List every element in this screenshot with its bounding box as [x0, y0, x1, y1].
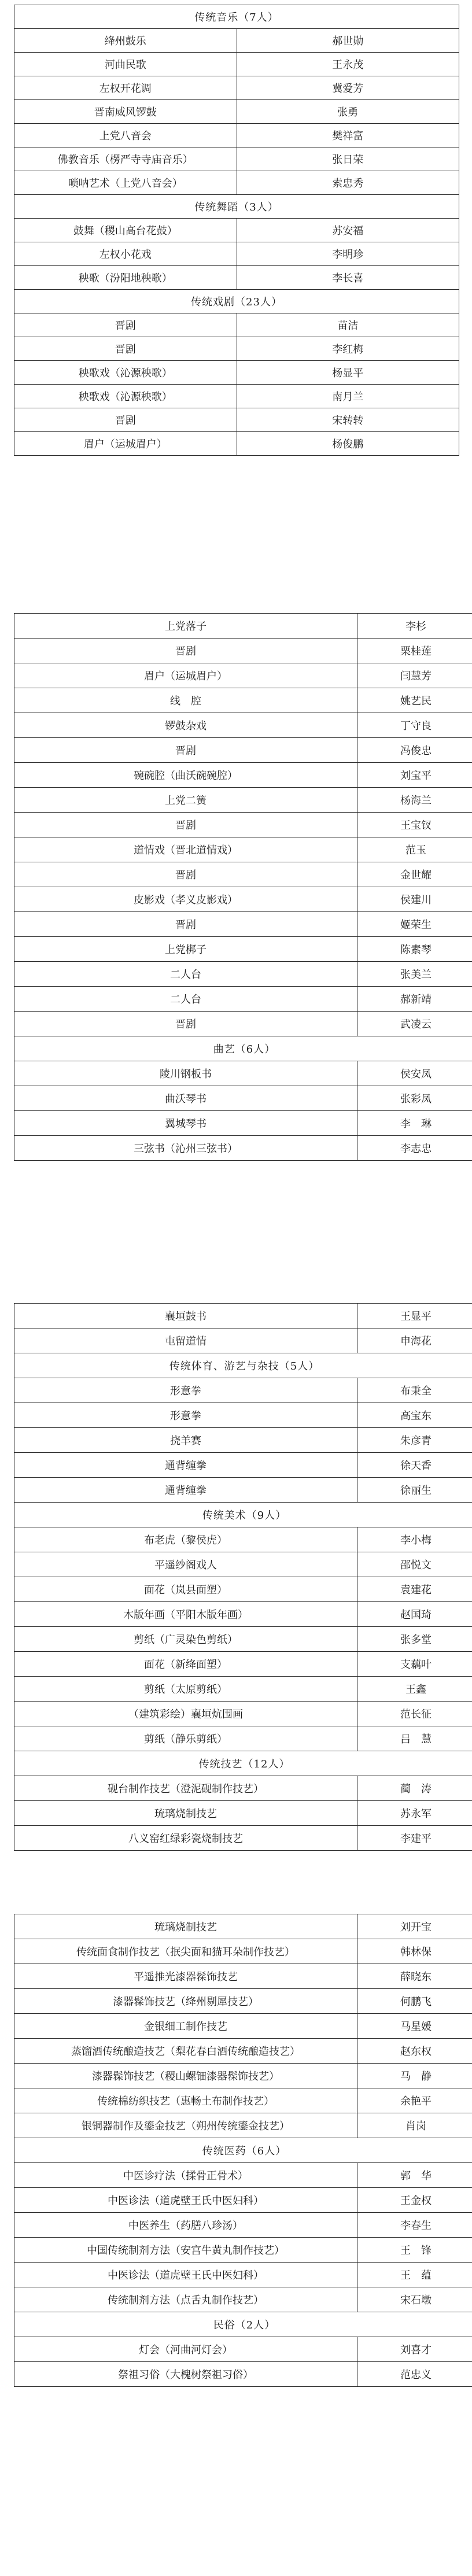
inheritor-name-cell: 徐天香 [357, 1453, 472, 1478]
table-row [14, 738, 472, 763]
project-name-cell: 琉璃烧制技艺 [14, 1914, 357, 1939]
project-name-cell: 祭祖习俗（大槐树祭祖习俗） [14, 2362, 357, 2387]
project-name-cell: 襄垣鼓书 [14, 1304, 357, 1328]
table-row [14, 937, 472, 962]
table-row [14, 987, 472, 1012]
table-body [14, 5, 459, 456]
table-row [14, 1328, 472, 1353]
inheritor-name-cell: 李红梅 [237, 337, 459, 361]
inheritor-name-cell: 申海花 [357, 1328, 472, 1353]
project-name-cell: 中医诊法（道虎壁王氏中医妇科） [14, 2188, 357, 2213]
category-title: 传统美术（9人） [14, 1503, 472, 1527]
inheritor-name-cell: 范玉 [357, 837, 472, 862]
inheritor-name-cell: 王显平 [357, 1304, 472, 1328]
inheritor-name-cell: 刘宝平 [357, 763, 472, 788]
project-name-cell: 左权小花戏 [14, 242, 237, 266]
project-name-cell: 砚台制作技艺（澄泥砚制作技艺） [14, 1776, 357, 1801]
table-row [14, 2039, 472, 2064]
table-row [14, 1527, 472, 1552]
project-name-cell: 陵川钢板书 [14, 1061, 357, 1086]
project-name-cell: （建筑彩绘）襄垣炕围画 [14, 1702, 357, 1726]
inheritor-name-cell: 冀爱芳 [237, 76, 459, 100]
inheritor-name-cell: 韩林保 [357, 1939, 472, 1964]
project-name-cell: 唢呐艺术（上党八音会） [14, 171, 237, 195]
inheritor-name-cell: 马星媛 [357, 2014, 472, 2039]
project-name-cell: 银铜器制作及鎏金技艺（朔州传统鎏金技艺） [14, 2113, 357, 2138]
project-name-cell: 剪纸（广灵染色剪纸） [14, 1627, 357, 1652]
inheritor-name-cell: 薛晓东 [357, 1964, 472, 1989]
table-row [14, 76, 459, 100]
table-row [14, 1304, 472, 1328]
inheritor-name-cell: 金世耀 [357, 862, 472, 887]
inheritor-name-cell: 刘喜才 [357, 2337, 472, 2362]
table-row [14, 2113, 472, 2138]
table-row [14, 1403, 472, 1428]
project-name-cell: 传统制剂方法（点舌丸制作技艺） [14, 2287, 357, 2312]
table-row [14, 614, 472, 639]
inheritor-name-cell: 李 琳 [357, 1111, 472, 1136]
project-name-cell: 秧歌（汾阳地秧歌） [14, 266, 237, 290]
page-section-2 [14, 613, 459, 1161]
table-row [14, 266, 459, 290]
table-row [14, 763, 472, 788]
category-title: 传统舞蹈（3人） [14, 195, 459, 219]
table-row [14, 2263, 472, 2287]
project-name-cell: 八义窑红绿彩瓷烧制技艺 [14, 1826, 357, 1851]
heritage-table [14, 613, 472, 1161]
inheritor-name-cell: 宋石墩 [357, 2287, 472, 2312]
inheritor-name-cell: 丁守良 [357, 713, 472, 738]
inheritor-name-cell: 朱彦青 [357, 1428, 472, 1453]
project-name-cell: 剪纸（太原剪纸） [14, 1677, 357, 1702]
inheritor-name-cell: 苏永军 [357, 1801, 472, 1826]
category-header-row [14, 290, 459, 313]
category-title: 传统音乐（7人） [14, 5, 459, 29]
project-name-cell: 晋剧 [14, 408, 237, 432]
project-name-cell: 木版年画（平阳木版年画） [14, 1602, 357, 1627]
inheritor-name-cell: 郝世勋 [237, 29, 459, 53]
inheritor-name-cell: 侯建川 [357, 887, 472, 912]
table-row [14, 1776, 472, 1801]
inheritor-name-cell: 刘开宝 [357, 1914, 472, 1939]
table-row [14, 1801, 472, 1826]
project-name-cell: 平遥推光漆器髹饰技艺 [14, 1964, 357, 1989]
category-title: 传统戏剧（23人） [14, 290, 459, 313]
project-name-cell: 蒸馏酒传统酿造技艺（梨花春白酒传统酿造技艺） [14, 2039, 357, 2064]
inheritor-name-cell: 李建平 [357, 1826, 472, 1851]
table-row [14, 2362, 472, 2387]
inheritor-name-cell: 杨俊鹏 [237, 432, 459, 456]
category-header-row [14, 1353, 472, 1378]
project-name-cell: 左权开花调 [14, 76, 237, 100]
table-row [14, 837, 472, 862]
project-name-cell: 中国传统制剂方法（安宫牛黄丸制作技艺） [14, 2238, 357, 2263]
inheritor-name-cell: 张日荣 [237, 147, 459, 171]
table-row [14, 1478, 472, 1503]
table-row [14, 2064, 472, 2088]
page-section-1 [14, 5, 459, 456]
table-row [14, 2337, 472, 2362]
inheritor-name-cell: 李志忠 [357, 1136, 472, 1161]
project-name-cell: 晋剧 [14, 738, 357, 763]
table-row [14, 713, 472, 738]
project-name-cell: 剪纸（静乐剪纸） [14, 1726, 357, 1751]
table-row [14, 862, 472, 887]
table-row [14, 2088, 472, 2113]
project-name-cell: 晋剧 [14, 313, 237, 337]
project-name-cell: 眉户（运城眉户） [14, 432, 237, 456]
project-name-cell: 上党八音会 [14, 124, 237, 147]
table-row [14, 813, 472, 837]
page-section-3 [14, 1303, 459, 1851]
inheritor-name-cell: 郝新靖 [357, 987, 472, 1012]
inheritor-name-cell: 范忠义 [357, 2362, 472, 2387]
table-row [14, 2188, 472, 2213]
table-row [14, 1702, 472, 1726]
inheritor-name-cell: 张勇 [237, 100, 459, 124]
project-name-cell: 绛州鼓乐 [14, 29, 237, 53]
table-row [14, 29, 459, 53]
project-name-cell: 中医养生（药膳八珍汤） [14, 2213, 357, 2238]
project-name-cell: 道情戏（晋北道情戏） [14, 837, 357, 862]
table-row [14, 1086, 472, 1111]
table-row [14, 2163, 472, 2188]
inheritor-name-cell: 王 蕴 [357, 2263, 472, 2287]
category-header-row [14, 2138, 472, 2163]
category-title: 传统体育、游艺与杂技（5人） [14, 1353, 472, 1378]
category-title: 传统技艺（12人） [14, 1751, 472, 1776]
table-row [14, 100, 459, 124]
category-header-row [14, 195, 459, 219]
inheritor-name-cell: 赵东权 [357, 2039, 472, 2064]
project-name-cell: 晋剧 [14, 912, 357, 937]
table-row [14, 2238, 472, 2263]
project-name-cell: 碗碗腔（曲沃碗碗腔） [14, 763, 357, 788]
table-row [14, 1627, 472, 1652]
inheritor-name-cell: 赵国琦 [357, 1602, 472, 1627]
project-name-cell: 晋剧 [14, 813, 357, 837]
category-header-row [14, 1751, 472, 1776]
project-name-cell: 通背缠拳 [14, 1453, 357, 1478]
project-name-cell: 中医诊疗法（揉骨正骨术） [14, 2163, 357, 2188]
project-name-cell: 皮影戏（孝义皮影戏） [14, 887, 357, 912]
inheritor-name-cell: 何鹏飞 [357, 1989, 472, 2014]
project-name-cell: 晋南威风锣鼓 [14, 100, 237, 124]
project-name-cell: 漆器髹饰技艺（绛州剔犀技艺） [14, 1989, 357, 2014]
project-name-cell: 上党落子 [14, 614, 357, 639]
inheritor-name-cell: 邵悦文 [357, 1552, 472, 1577]
project-name-cell: 晋剧 [14, 337, 237, 361]
inheritor-name-cell: 余艳平 [357, 2088, 472, 2113]
table-row [14, 408, 459, 432]
table-row [14, 1061, 472, 1086]
project-name-cell: 屯留道情 [14, 1328, 357, 1353]
table-row [14, 1552, 472, 1577]
inheritor-name-cell: 苗洁 [237, 313, 459, 337]
table-row [14, 1012, 472, 1036]
inheritor-name-cell: 王 锋 [357, 2238, 472, 2263]
table-row [14, 887, 472, 912]
project-name-cell: 传统棉纺织技艺（惠畅土布制作技艺） [14, 2088, 357, 2113]
inheritor-name-cell: 陈素琴 [357, 937, 472, 962]
inheritor-name-cell: 栗桂莲 [357, 639, 472, 663]
inheritor-name-cell: 马 静 [357, 2064, 472, 2088]
table-row [14, 1726, 472, 1751]
category-title: 民俗（2人） [14, 2312, 472, 2337]
table-row [14, 171, 459, 195]
project-name-cell: 琉璃烧制技艺 [14, 1801, 357, 1826]
inheritor-name-cell: 姚艺民 [357, 688, 472, 713]
table-row [14, 53, 459, 76]
category-header-row [14, 5, 459, 29]
page-section-4 [14, 1914, 459, 2387]
table-row [14, 124, 459, 147]
project-name-cell: 平遥纱阁戏人 [14, 1552, 357, 1577]
project-name-cell: 鼓舞（稷山高台花鼓） [14, 219, 237, 242]
project-name-cell: 布老虎（黎侯虎） [14, 1527, 357, 1552]
inheritor-name-cell: 李春生 [357, 2213, 472, 2238]
inheritor-name-cell: 樊祥富 [237, 124, 459, 147]
heritage-table [14, 5, 459, 456]
category-header-row [14, 2312, 472, 2337]
project-name-cell: 中医诊法（道虎壁王氏中医妇科） [14, 2263, 357, 2287]
project-name-cell: 曲沃琴书 [14, 1086, 357, 1111]
inheritor-name-cell: 张美兰 [357, 962, 472, 987]
inheritor-name-cell: 张多堂 [357, 1627, 472, 1652]
category-header-row [14, 1503, 472, 1527]
project-name-cell: 晋剧 [14, 862, 357, 887]
table-row [14, 1428, 472, 1453]
table-row [14, 1939, 472, 1964]
inheritor-name-cell: 徐丽生 [357, 1478, 472, 1503]
table-row [14, 1914, 472, 1939]
project-name-cell: 翼城琴书 [14, 1111, 357, 1136]
inheritor-name-cell: 武凌云 [357, 1012, 472, 1036]
inheritor-name-cell: 索忠秀 [237, 171, 459, 195]
inheritor-name-cell: 苏安福 [237, 219, 459, 242]
table-row [14, 1136, 472, 1161]
table-row [14, 1378, 472, 1403]
inheritor-name-cell: 高宝东 [357, 1403, 472, 1428]
project-name-cell: 传统面食制作技艺（抿尖面和猫耳朵制作技艺） [14, 1939, 357, 1964]
inheritor-name-cell: 李小梅 [357, 1527, 472, 1552]
inheritor-name-cell: 王金权 [357, 2188, 472, 2213]
project-name-cell: 二人台 [14, 962, 357, 987]
inheritor-name-cell: 李杉 [357, 614, 472, 639]
project-name-cell: 上党二簧 [14, 788, 357, 813]
inheritor-name-cell: 郭 华 [357, 2163, 472, 2188]
table-body [14, 1914, 472, 2387]
inheritor-name-cell: 蔺 涛 [357, 1776, 472, 1801]
category-title: 曲艺（6人） [14, 1036, 472, 1061]
inheritor-name-cell: 支藕叶 [357, 1652, 472, 1677]
table-row [14, 385, 459, 408]
inheritor-name-cell: 杨显平 [237, 361, 459, 385]
heritage-table [14, 1303, 472, 1851]
inheritor-name-cell: 侯安凤 [357, 1061, 472, 1086]
table-row [14, 688, 472, 713]
inheritor-name-cell: 李长喜 [237, 266, 459, 290]
inheritor-name-cell: 王鑫 [357, 1677, 472, 1702]
inheritor-name-cell: 吕 慧 [357, 1726, 472, 1751]
inheritor-name-cell: 袁建花 [357, 1577, 472, 1602]
inheritor-name-cell: 南月兰 [237, 385, 459, 408]
project-name-cell: 晋剧 [14, 1012, 357, 1036]
table-body [14, 614, 472, 1161]
project-name-cell: 面花（新绛面塑） [14, 1652, 357, 1677]
table-row [14, 361, 459, 385]
table-row [14, 962, 472, 987]
project-name-cell: 上党梆子 [14, 937, 357, 962]
inheritor-name-cell: 李明珍 [237, 242, 459, 266]
inheritor-name-cell: 张彩凤 [357, 1086, 472, 1111]
table-row [14, 1453, 472, 1478]
table-row [14, 1577, 472, 1602]
inheritor-name-cell: 宋转转 [237, 408, 459, 432]
inheritor-name-cell: 范长征 [357, 1702, 472, 1726]
table-row [14, 219, 459, 242]
table-row [14, 2287, 472, 2312]
table-row [14, 2213, 472, 2238]
inheritor-name-cell: 王宝钗 [357, 813, 472, 837]
inheritor-name-cell: 王永茂 [237, 53, 459, 76]
project-name-cell: 形意拳 [14, 1403, 357, 1428]
project-name-cell: 秧歌戏（沁源秧歌） [14, 361, 237, 385]
inheritor-name-cell: 布秉全 [357, 1378, 472, 1403]
project-name-cell: 秧歌戏（沁源秧歌） [14, 385, 237, 408]
table-row [14, 1652, 472, 1677]
project-name-cell: 通背缠拳 [14, 1478, 357, 1503]
project-name-cell: 佛教音乐（楞严寺寺庙音乐） [14, 147, 237, 171]
category-header-row [14, 1036, 472, 1061]
table-row [14, 2014, 472, 2039]
table-row [14, 1989, 472, 2014]
table-row [14, 147, 459, 171]
project-name-cell: 挠羊赛 [14, 1428, 357, 1453]
heritage-table [14, 1914, 472, 2387]
project-name-cell: 面花（岚县面塑） [14, 1577, 357, 1602]
project-name-cell: 线 腔 [14, 688, 357, 713]
project-name-cell: 二人台 [14, 987, 357, 1012]
table-row [14, 639, 472, 663]
project-name-cell: 河曲民歌 [14, 53, 237, 76]
table-row [14, 788, 472, 813]
project-name-cell: 三弦书（沁州三弦书） [14, 1136, 357, 1161]
table-row [14, 337, 459, 361]
table-row [14, 912, 472, 937]
table-row [14, 432, 459, 456]
project-name-cell: 晋剧 [14, 639, 357, 663]
project-name-cell: 眉户（运城眉户） [14, 663, 357, 688]
project-name-cell: 金银细工制作技艺 [14, 2014, 357, 2039]
table-row [14, 1111, 472, 1136]
inheritor-name-cell: 闫慧芳 [357, 663, 472, 688]
inheritor-name-cell: 姬荣生 [357, 912, 472, 937]
project-name-cell: 形意拳 [14, 1378, 357, 1403]
category-title: 传统医药（6人） [14, 2138, 472, 2163]
table-body [14, 1304, 472, 1851]
table-row [14, 1602, 472, 1627]
table-row [14, 242, 459, 266]
inheritor-name-cell: 冯俊忠 [357, 738, 472, 763]
table-row [14, 1964, 472, 1989]
inheritor-name-cell: 肖岗 [357, 2113, 472, 2138]
project-name-cell: 灯会（河曲河灯会） [14, 2337, 357, 2362]
project-name-cell: 漆器髹饰技艺（稷山螺钿漆器髹饰技艺） [14, 2064, 357, 2088]
table-row [14, 1677, 472, 1702]
table-row [14, 663, 472, 688]
project-name-cell: 锣鼓杂戏 [14, 713, 357, 738]
table-row [14, 313, 459, 337]
inheritor-name-cell: 杨海兰 [357, 788, 472, 813]
table-row [14, 1826, 472, 1851]
